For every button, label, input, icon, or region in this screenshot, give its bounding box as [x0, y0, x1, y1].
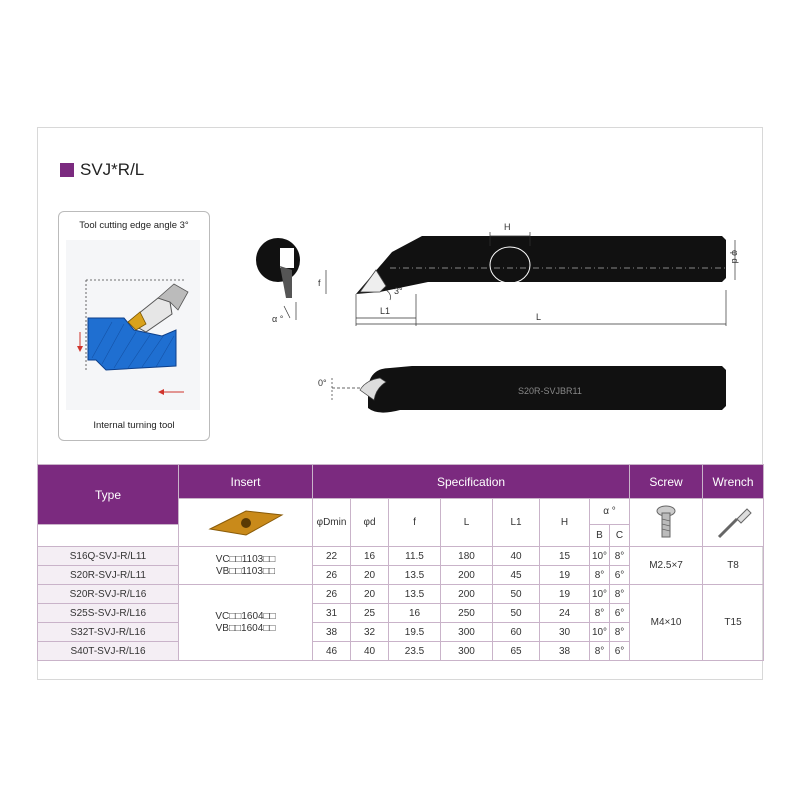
- col-L: L: [441, 499, 493, 547]
- cell-B: 10°: [590, 547, 610, 566]
- cell-d: 32: [351, 623, 389, 642]
- cell-d: 20: [351, 566, 389, 585]
- header-specification: Specification: [313, 465, 630, 499]
- cell-L: 200: [441, 566, 493, 585]
- cell-dmin: 46: [313, 642, 351, 661]
- row-type: S16Q-SVJ-R/L11: [38, 547, 179, 566]
- cell-B: 10°: [590, 585, 610, 604]
- cell-B: 10°: [590, 623, 610, 642]
- tool-drawing-svg: [240, 210, 750, 440]
- col-L1: L1: [493, 499, 540, 547]
- insert-code: VC□□1103□□: [215, 553, 276, 565]
- screw-group-1: M2.5×7: [630, 547, 703, 585]
- insert-code: VC□□1604□□: [215, 610, 276, 622]
- spec-table-wrapper: [37, 464, 763, 661]
- cell-C: 8°: [610, 623, 630, 642]
- header-wrench: Wrench: [703, 465, 764, 499]
- cell-dmin: 38: [313, 623, 351, 642]
- col-alpha-C: C: [610, 525, 630, 547]
- cell-L1: 50: [493, 585, 540, 604]
- cell-L: 200: [441, 585, 493, 604]
- workpiece-drawing: [66, 240, 200, 410]
- cell-L1: 65: [493, 642, 540, 661]
- header-insert: Insert: [179, 465, 313, 499]
- row-type: S20R-SVJ-R/L11: [38, 566, 179, 585]
- cell-dmin: 26: [313, 585, 351, 604]
- insert-image-cell: [179, 499, 313, 547]
- angle-alpha-label: α °: [272, 314, 284, 324]
- cell-H: 24: [540, 604, 590, 623]
- inset-bottom-caption: Internal turning tool: [93, 420, 175, 431]
- insert-icon: [206, 503, 286, 543]
- cell-L1: 45: [493, 566, 540, 585]
- cell-d: 16: [351, 547, 389, 566]
- cell-H: 15: [540, 547, 590, 566]
- cell-C: 6°: [610, 604, 630, 623]
- col-d: φd: [351, 499, 389, 547]
- dim-H-label: H: [504, 222, 511, 232]
- cell-f: 19.5: [389, 623, 441, 642]
- cell-L1: 40: [493, 547, 540, 566]
- cell-d: 25: [351, 604, 389, 623]
- cell-f: 13.5: [389, 585, 441, 604]
- col-alpha: α °: [590, 499, 630, 525]
- cell-H: 30: [540, 623, 590, 642]
- angle-3-label: 3°: [394, 286, 403, 296]
- spec-table: [37, 464, 764, 661]
- screw-icon: [651, 503, 681, 543]
- screw-group-2: M4×10: [630, 585, 703, 661]
- dim-d-label: φ d: [730, 250, 740, 264]
- row-type: S20R-SVJ-R/L16: [38, 585, 179, 604]
- insert-group-2: [179, 585, 313, 661]
- insert-code: VB□□1103□□: [215, 565, 275, 577]
- cell-L: 250: [441, 604, 493, 623]
- cell-C: 6°: [610, 566, 630, 585]
- inset-drawing: [66, 240, 200, 410]
- dim-L-label: L: [536, 312, 542, 322]
- cell-f: 11.5: [389, 547, 441, 566]
- cell-B: 8°: [590, 604, 610, 623]
- cell-H: 19: [540, 585, 590, 604]
- cell-L: 300: [441, 623, 493, 642]
- cell-f: 23.5: [389, 642, 441, 661]
- col-alpha-B: B: [590, 525, 610, 547]
- row-type: S32T-SVJ-R/L16: [38, 623, 179, 642]
- col-f: f: [389, 499, 441, 547]
- end-view-notch: [280, 248, 294, 268]
- tool-diagram: [240, 210, 750, 445]
- cell-dmin: 31: [313, 604, 351, 623]
- cell-dmin: 22: [313, 547, 351, 566]
- col-dmin: φDmin: [313, 499, 351, 547]
- cell-H: 19: [540, 566, 590, 585]
- cell-L1: 50: [493, 604, 540, 623]
- cell-B: 8°: [590, 642, 610, 661]
- cell-L: 180: [441, 547, 493, 566]
- tool-bar-top: [356, 236, 726, 294]
- inset-top-caption: Tool cutting edge angle 3°: [79, 220, 189, 231]
- dim-f-label: f: [318, 278, 321, 288]
- wrench-group-1: T8: [703, 547, 764, 585]
- wrench-group-2: T15: [703, 585, 764, 661]
- dim-L1-label: L1: [380, 306, 391, 316]
- row-type: S25S-SVJ-R/L16: [38, 604, 179, 623]
- angle-0-label: 0°: [318, 378, 327, 388]
- title-marker: [60, 163, 74, 177]
- insert-code: VB□□1604□□: [215, 622, 276, 634]
- header-type: Type: [38, 465, 179, 525]
- cell-d: 40: [351, 642, 389, 661]
- section-title: [60, 160, 144, 180]
- cell-f: 13.5: [389, 566, 441, 585]
- cell-L: 300: [441, 642, 493, 661]
- screw-icon-cell: [630, 499, 703, 547]
- cell-d: 20: [351, 585, 389, 604]
- title-text: SVJ*R/L: [80, 160, 145, 179]
- type-subheader-blank: [38, 525, 179, 547]
- cell-L1: 60: [493, 623, 540, 642]
- bar-marking: S20R-SVJBR11: [518, 386, 582, 396]
- table-row: [38, 585, 764, 604]
- insert-group-1: [179, 547, 313, 585]
- cell-f: 16: [389, 604, 441, 623]
- wrench-icon: [713, 503, 753, 543]
- col-H: H: [540, 499, 590, 547]
- wrench-icon-cell: [703, 499, 764, 547]
- cell-dmin: 26: [313, 566, 351, 585]
- cell-C: 8°: [610, 585, 630, 604]
- inset-illustration: [58, 211, 210, 441]
- table-row: [38, 547, 764, 566]
- cell-H: 38: [540, 642, 590, 661]
- cell-C: 6°: [610, 642, 630, 661]
- header-screw: Screw: [630, 465, 703, 499]
- row-type: S40T-SVJ-R/L16: [38, 642, 179, 661]
- cell-C: 8°: [610, 547, 630, 566]
- cell-B: 8°: [590, 566, 610, 585]
